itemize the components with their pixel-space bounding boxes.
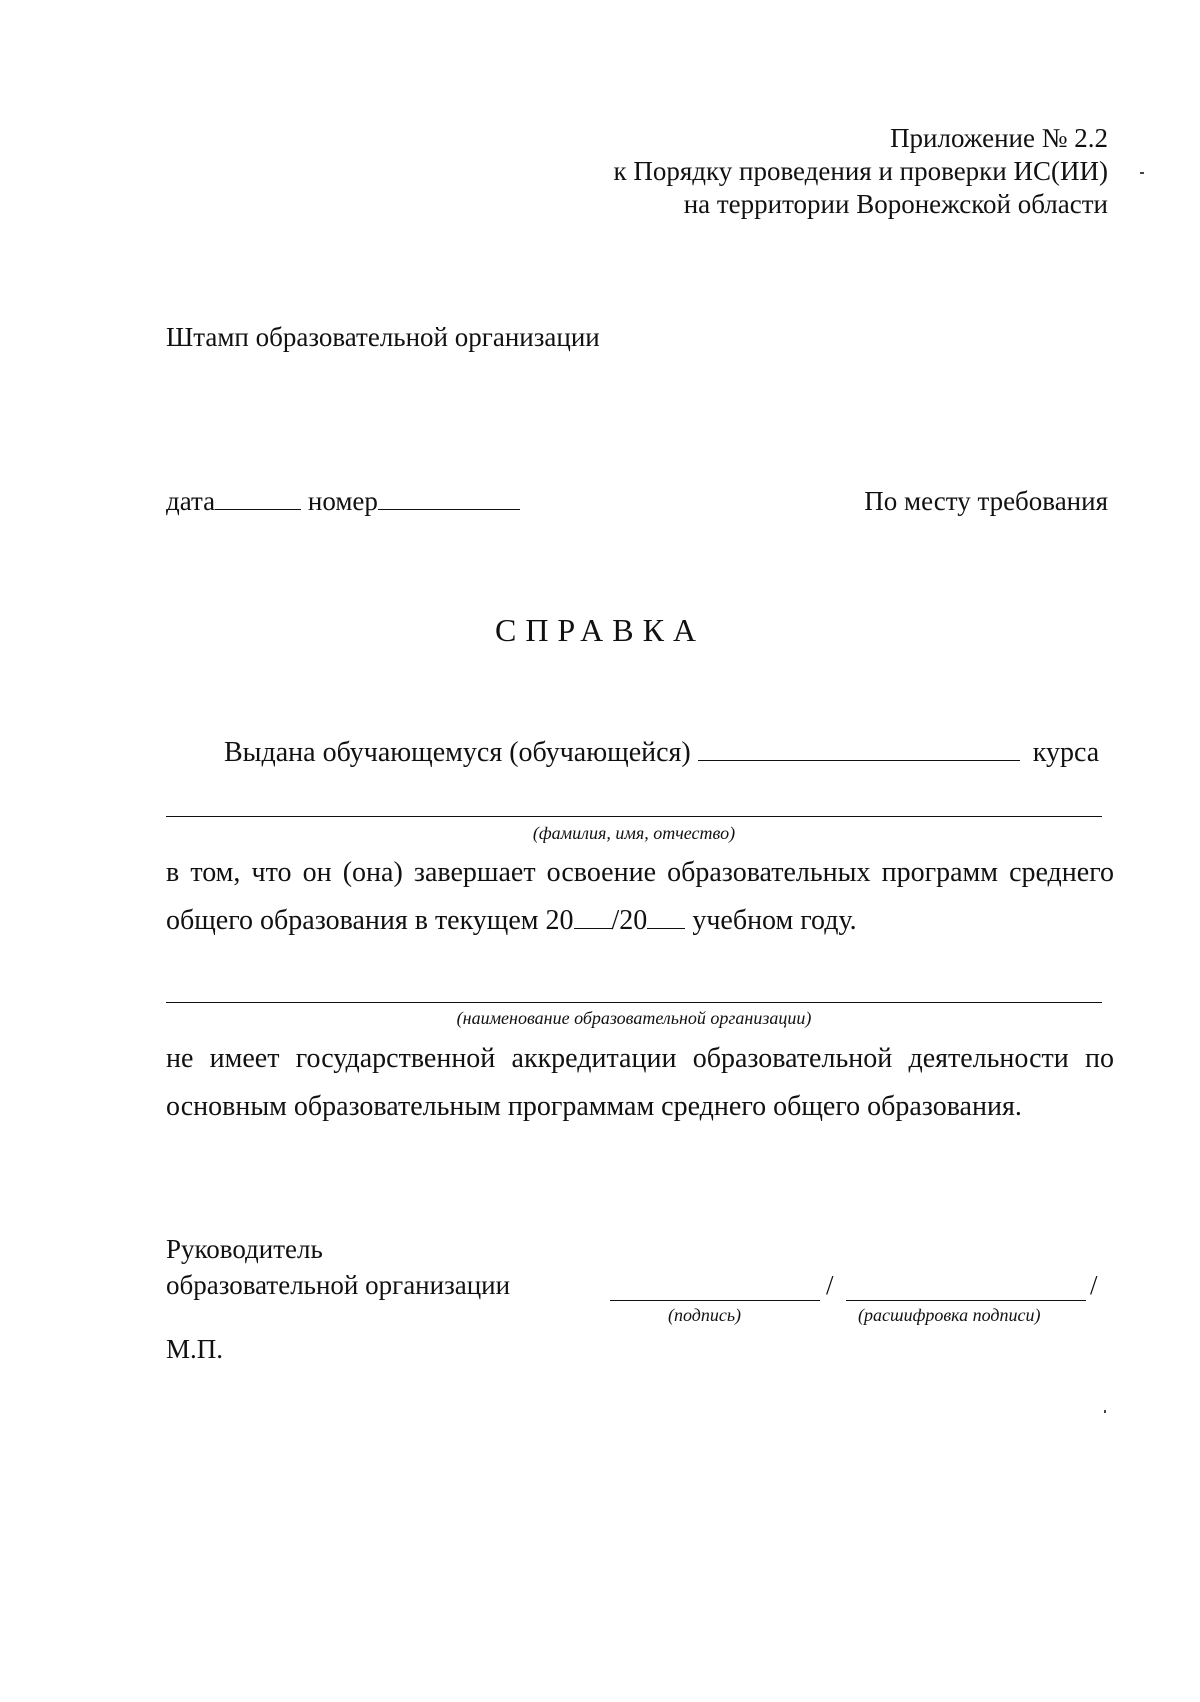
body-2-line-2: основным образовательным программам среднего общего образования. bbox=[166, 1091, 1022, 1122]
issued-to-line bbox=[224, 736, 1099, 770]
date-label: дата bbox=[166, 486, 216, 516]
year-end-blank[interactable] bbox=[647, 904, 685, 929]
course-label: курса bbox=[1032, 737, 1100, 768]
end-slash: / bbox=[1090, 1270, 1098, 1300]
fio-line[interactable] bbox=[166, 816, 1102, 817]
year-separator: /20 bbox=[611, 905, 648, 936]
signature-slash: / bbox=[826, 1270, 834, 1300]
body-2-line-1: не имеет государственной аккредитации образовательной деятельности по bbox=[166, 1043, 1114, 1074]
date-blank[interactable] bbox=[215, 485, 301, 510]
year-start-blank[interactable] bbox=[574, 904, 612, 929]
fio-caption: (фамилия, имя, отчество) bbox=[532, 823, 736, 843]
document-title: СПРАВКА bbox=[494, 612, 706, 648]
signature-caption: (подпись) bbox=[668, 1305, 742, 1325]
date-number-line bbox=[166, 484, 520, 518]
body-1-line-1: в том, что он (она) завершает освоение образовательных программ среднего bbox=[166, 857, 1114, 888]
scan-speck bbox=[1104, 1410, 1106, 1413]
course-blank[interactable] bbox=[698, 736, 1020, 761]
year-prefix: общего образования в текущем 20 bbox=[166, 905, 574, 936]
body-1-line-2 bbox=[166, 904, 857, 938]
appendix-number: Приложение № 2.2 bbox=[890, 123, 1108, 153]
scan-speck bbox=[1140, 172, 1144, 174]
issued-to-label: Выдана обучающемуся (обучающейся) bbox=[224, 737, 691, 768]
number-blank[interactable] bbox=[378, 485, 520, 510]
signature-decoding-line[interactable] bbox=[846, 1300, 1086, 1301]
stamp-label: Штамп образовательной организации bbox=[166, 322, 600, 352]
recipient: По месту требования bbox=[864, 486, 1108, 516]
year-suffix: учебном году. bbox=[692, 905, 857, 936]
organization-caption: (наименование образовательной организации) bbox=[456, 1008, 812, 1028]
head-label-2: образовательной организации bbox=[166, 1270, 511, 1300]
organization-line[interactable] bbox=[166, 1002, 1102, 1003]
decoding-caption: (расшифровка подписи) bbox=[858, 1305, 1041, 1325]
appendix-region: на территории Воронежской области bbox=[683, 189, 1108, 219]
seal-label: М.П. bbox=[166, 1334, 224, 1364]
signature-line[interactable] bbox=[610, 1300, 820, 1301]
number-label: номер bbox=[307, 486, 378, 516]
appendix-header bbox=[614, 122, 1109, 221]
head-label-1: Руководитель bbox=[166, 1234, 323, 1264]
appendix-reference: к Порядку проведения и проверки ИС(ИИ) bbox=[613, 156, 1108, 186]
